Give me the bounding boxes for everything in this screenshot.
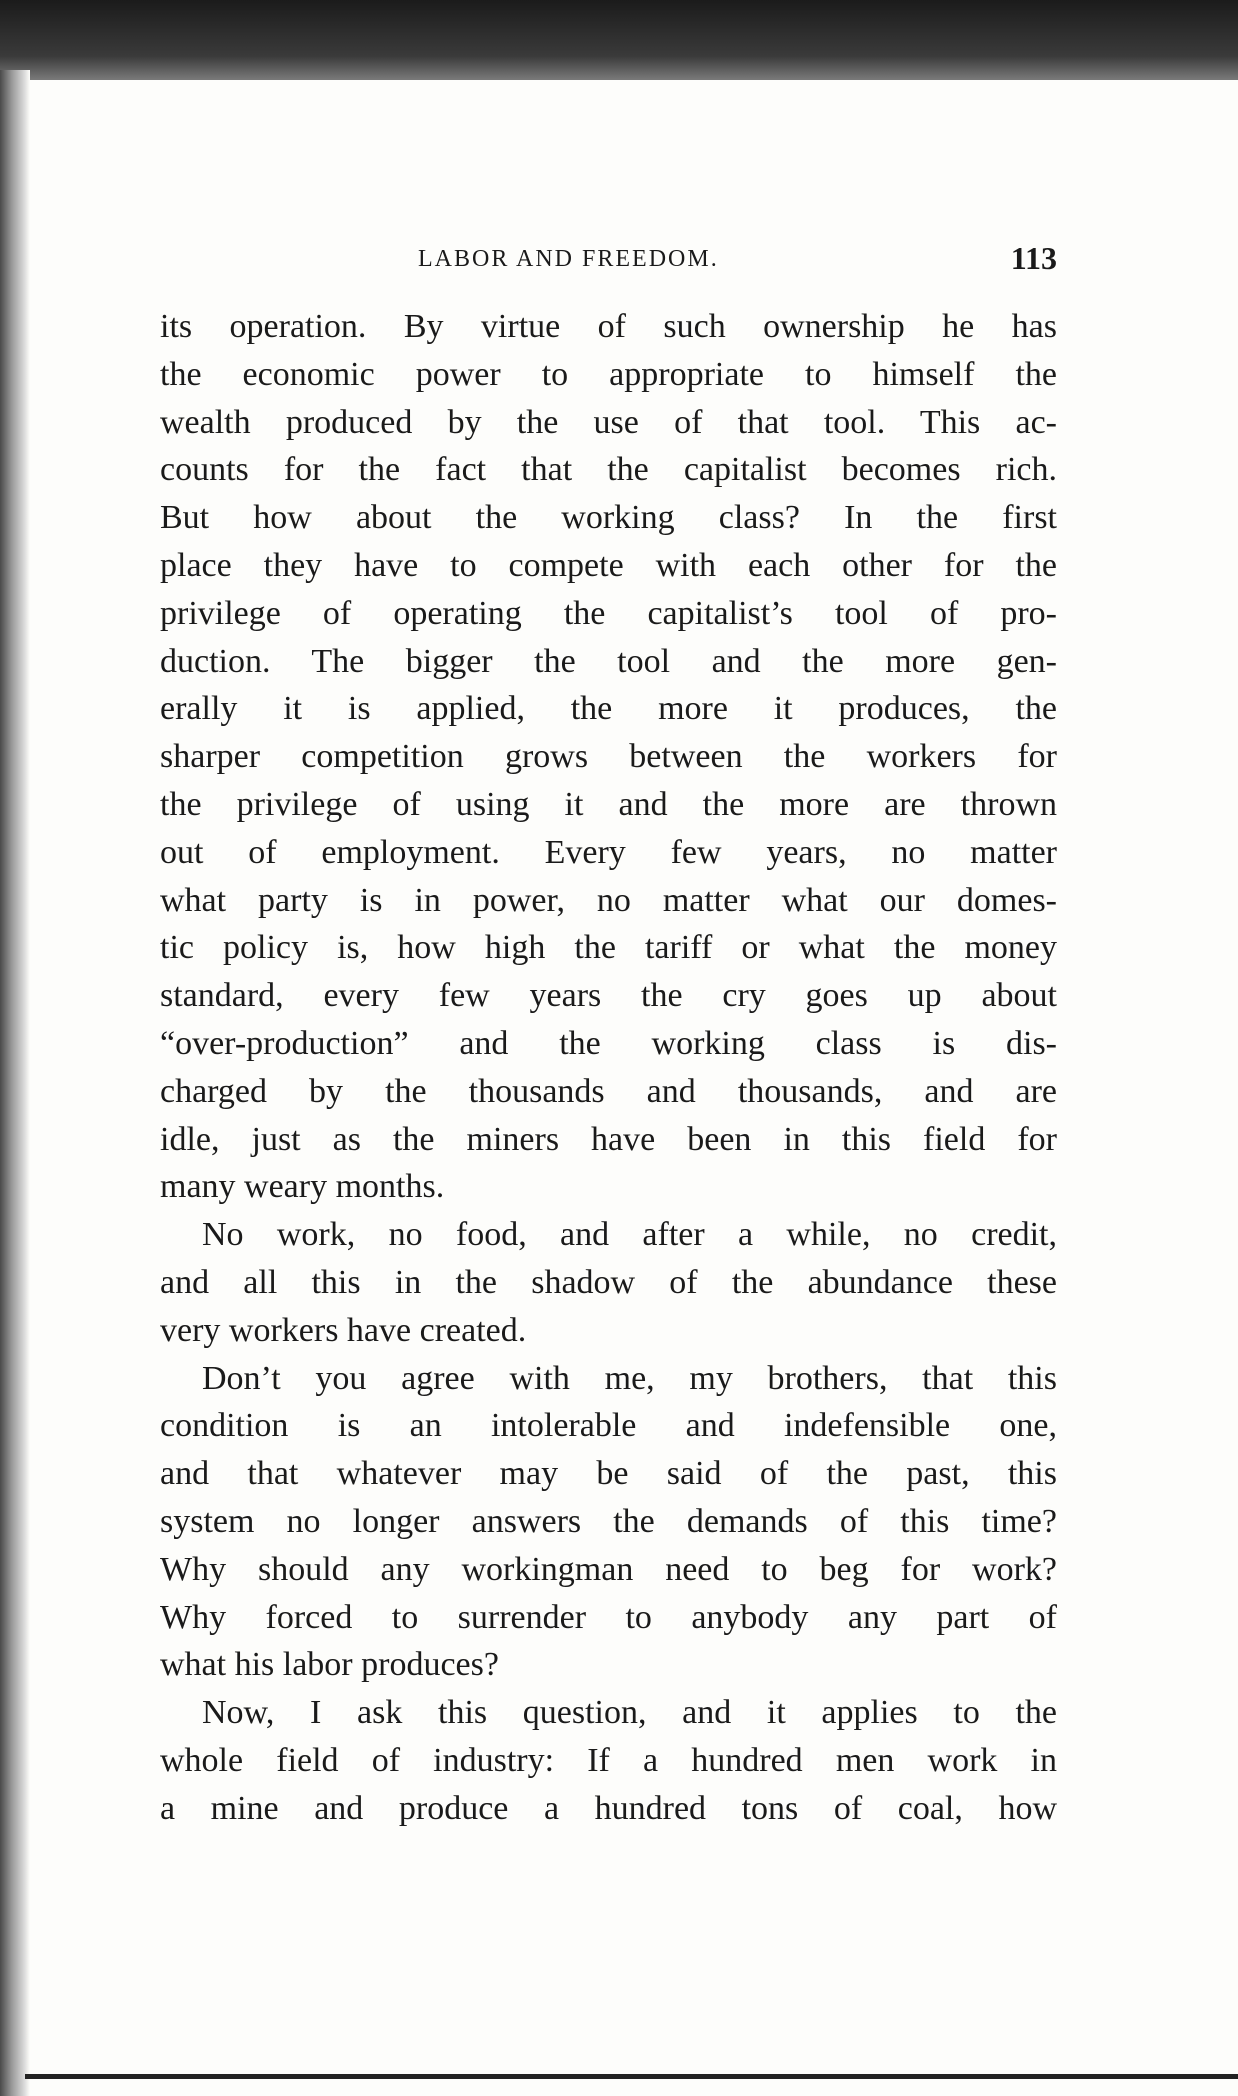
scan-bottom-edge xyxy=(25,2074,1238,2079)
text-line: a mine and produce a hundred tons of coal, how xyxy=(160,1789,1057,1827)
scan-top-edge xyxy=(0,0,1238,80)
running-title: LABOR AND FREEDOM. xyxy=(418,246,719,272)
text-line: what party is in power, no matter what our domes- xyxy=(160,881,1057,919)
page-body xyxy=(160,303,1057,1833)
text-line: Why should any workingman need to beg for work? xyxy=(160,1550,1057,1588)
text-line: No work, no food, and after a while, no credit, xyxy=(202,1216,1057,1254)
text-line: out of employment. Every few years, no matter xyxy=(160,833,1057,871)
text-line: erally it is applied, the more it produces, the xyxy=(160,690,1057,728)
text-line: and all this in the shadow of the abundance these xyxy=(160,1263,1057,1301)
text-line: idle, just as the miners have been in this field for xyxy=(160,1120,1057,1158)
text-line: duction. The bigger the tool and the more gen- xyxy=(160,642,1057,680)
text-line: charged by the thousands and thousands, and are xyxy=(160,1072,1057,1110)
paragraph xyxy=(160,303,1057,1211)
text-line: and that whatever may be said of the past, this xyxy=(160,1455,1057,1493)
text-line: sharper competition grows between the workers for xyxy=(160,738,1057,776)
paragraph xyxy=(160,1355,1057,1690)
text-line: counts for the fact that the capitalist becomes rich. xyxy=(160,451,1057,489)
text-line: wealth produced by the use of that tool. This ac- xyxy=(160,403,1057,441)
text-line: Don’t you agree with me, my brothers, that this xyxy=(202,1359,1057,1397)
text-line: “over-production” and the working class is dis- xyxy=(160,1024,1057,1062)
text-line: standard, every few years the cry goes up about xyxy=(160,977,1057,1015)
text-line: many weary months. xyxy=(160,1168,445,1206)
text-line: the economic power to appropriate to himself the xyxy=(160,355,1057,393)
text-line: condition is an intolerable and indefensible one, xyxy=(160,1407,1057,1445)
paragraph xyxy=(160,1211,1057,1354)
text-line: the privilege of using it and the more are thrown xyxy=(160,785,1057,823)
text-line: tic policy is, how high the tariff or what the money xyxy=(160,929,1057,967)
text-line: place they have to compete with each other for the xyxy=(160,546,1057,584)
text-line: what his labor produces? xyxy=(160,1646,499,1684)
paragraph xyxy=(160,1689,1057,1832)
page-header xyxy=(160,240,1057,280)
text-line: system no longer answers the demands of this time? xyxy=(160,1502,1057,1540)
text-line: Now, I ask this question, and it applies to the xyxy=(202,1694,1057,1732)
text-line: But how about the working class? In the first xyxy=(160,499,1057,537)
book-spine-shadow xyxy=(0,70,30,2096)
text-line: its operation. By virtue of such ownership he has xyxy=(160,308,1057,345)
text-line: Why forced to surrender to anybody any part of xyxy=(160,1598,1057,1636)
text-line: very workers have created. xyxy=(160,1311,527,1349)
text-line: whole field of industry: If a hundred men work in xyxy=(160,1741,1057,1779)
page-number: 113 xyxy=(1010,240,1057,276)
text-line: privilege of operating the capitalist’s tool of pro- xyxy=(160,594,1057,632)
